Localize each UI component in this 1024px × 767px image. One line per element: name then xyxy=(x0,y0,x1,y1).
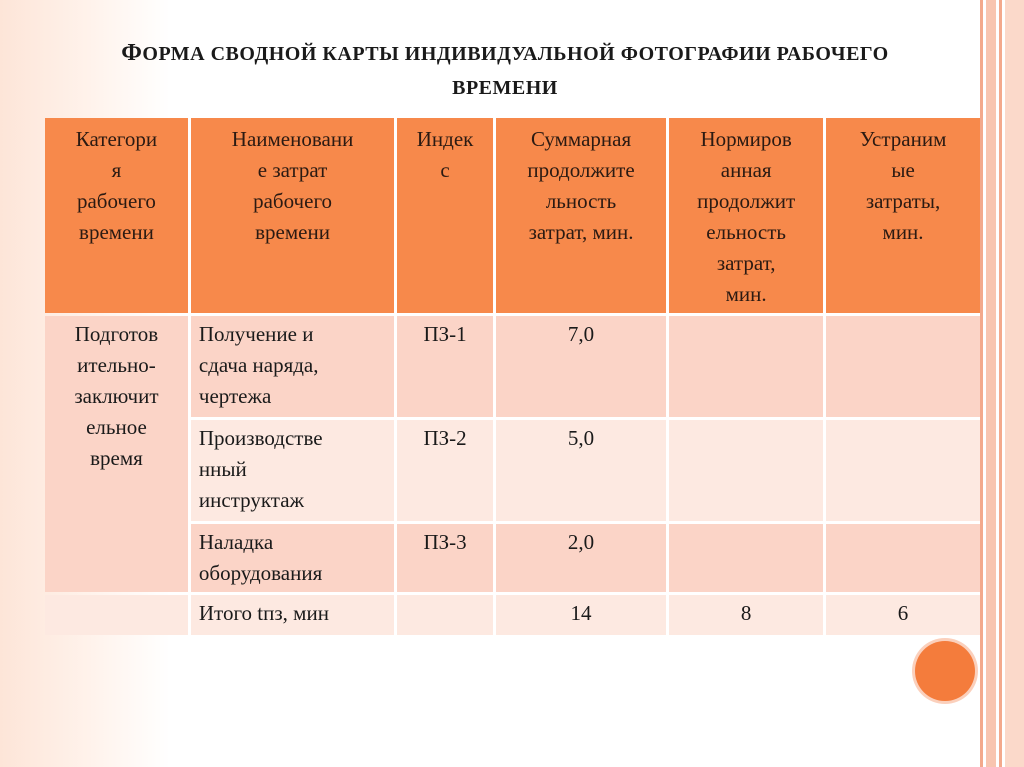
total-cell: 5,0 xyxy=(496,420,666,521)
norm-cell xyxy=(669,524,823,592)
total-removable-cell: 6 xyxy=(826,595,980,635)
total-norm-cell: 8 xyxy=(669,595,823,635)
title-first-letter: Ф xyxy=(121,40,143,66)
title-line1: ОРМА СВОДНОЙ КАРТЫ ИНДИВИДУАЛЬНОЙ ФОТОГРАФИИ РАБОЧЕГО xyxy=(142,43,889,65)
decorative-circle-icon xyxy=(915,641,975,701)
title-line2: ВРЕМЕНИ xyxy=(452,77,558,99)
norm-cell xyxy=(669,420,823,521)
header-category: Категори я рабочего времени xyxy=(45,118,188,313)
table-total-row xyxy=(45,595,980,635)
total-cell: 2,0 xyxy=(496,524,666,592)
cost-name-cell: Производстве нный инструктаж xyxy=(191,420,394,521)
header-removable-costs: Устраним ые затраты, мин. xyxy=(826,118,980,313)
total-sum-cell: 14 xyxy=(496,595,666,635)
cost-name-cell: Наладка оборудования xyxy=(191,524,394,592)
summary-table xyxy=(42,115,983,638)
category-cell: Подготов ительно- заключит ельное время xyxy=(45,316,188,592)
cost-name-cell: Получение и сдача наряда, чертежа xyxy=(191,316,394,417)
removable-cell xyxy=(826,524,980,592)
total-cell: 7,0 xyxy=(496,316,666,417)
removable-cell xyxy=(826,420,980,521)
removable-cell xyxy=(826,316,980,417)
total-category-cell xyxy=(45,595,188,635)
header-cost-name: Наименовани е затрат рабочего времени xyxy=(191,118,394,313)
right-decor-stripes xyxy=(980,0,1024,767)
index-cell: ПЗ-2 xyxy=(397,420,493,521)
header-normed-duration: Нормиров анная продолжит ельность затрат, мин. xyxy=(669,118,823,313)
table-row xyxy=(45,316,980,417)
slide-title xyxy=(60,36,950,105)
header-index: Индек с xyxy=(397,118,493,313)
table-header-row xyxy=(45,118,980,313)
total-label-cell: Итого tпз, мин xyxy=(191,595,394,635)
header-total-duration: Суммарная продолжите льность затрат, мин. xyxy=(496,118,666,313)
norm-cell xyxy=(669,316,823,417)
index-cell: ПЗ-1 xyxy=(397,316,493,417)
total-index-cell xyxy=(397,595,493,635)
index-cell: ПЗ-3 xyxy=(397,524,493,592)
